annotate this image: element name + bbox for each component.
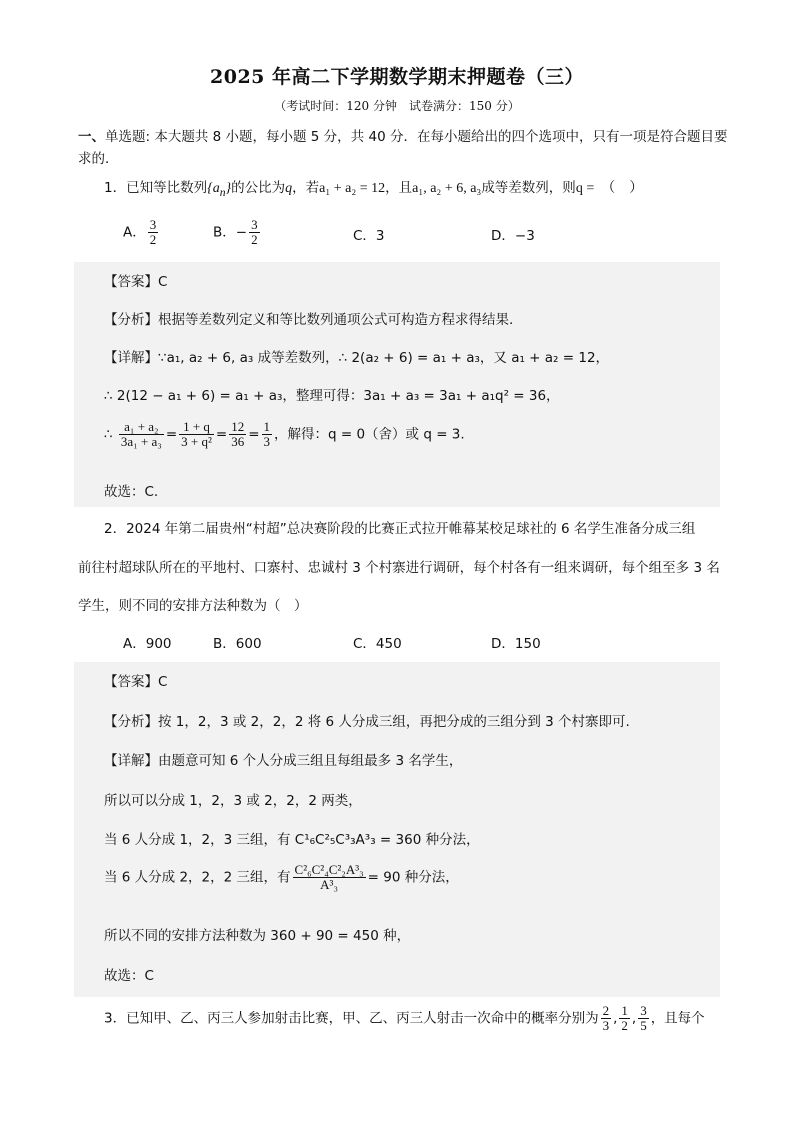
section-text: 单选题: 本大题共 8 小题，每小题 5 分，共 40 分．在每小题给出的四个选项中，只有一项是符合题目要求的． — [78, 129, 728, 167]
denominator: A³₃ — [320, 877, 338, 892]
fraction — [638, 1004, 649, 1033]
denominator: 2 — [621, 1018, 628, 1033]
q1-stem-part: ，若 — [292, 180, 320, 196]
q2-solution-box — [74, 662, 720, 997]
q1-stem-part: ，且 — [385, 180, 413, 196]
q2-option-c[interactable]: C．450 — [353, 636, 402, 652]
q3-text: 3．已知甲、乙、丙三人参加射击比赛，甲、乙、丙三人射击一次命中的概率分别为 — [104, 1010, 599, 1027]
numerator: C²₆C²₄C²₂A³₃ — [294, 862, 364, 877]
numerator: 2 — [602, 1003, 610, 1018]
therefore-symbol: ∴ — [104, 426, 113, 443]
option-label: A． — [123, 224, 146, 241]
q1-ask: q = （ ） — [575, 181, 644, 196]
q2-option-a[interactable]: A．900 — [123, 636, 172, 652]
q2-detail-1: 【详解】由题意可知 6 个人分成三组且每组最多 3 名学生， — [104, 753, 463, 769]
numerator: 1 + q — [179, 420, 214, 435]
q1-option-c[interactable]: C．3 — [353, 228, 385, 244]
denominator: 36 — [231, 434, 245, 449]
q3-text-tail: ，且每个 — [650, 1010, 705, 1027]
equals-sign: = — [215, 426, 228, 443]
numerator: 3 — [640, 1003, 647, 1018]
q1-option-a-fraction — [148, 218, 159, 247]
fraction — [262, 420, 273, 449]
question-1-stem — [104, 176, 643, 199]
q2-option-b[interactable]: B．600 — [213, 636, 262, 652]
q2-detail-5: 所以不同的安排方法种数为 360 + 90 = 450 种， — [104, 928, 411, 944]
denominator: 2 — [251, 232, 258, 247]
q2-analysis: 【分析】按 1，2，3 或 2，2，2 将 6 人分成三组，再把分成的三组分到 3 个村寨即可. — [104, 714, 630, 730]
question-3-stem — [104, 1004, 705, 1033]
q1-stem-part: 成等差数列，则 — [481, 180, 576, 196]
denominator: 2 — [149, 232, 157, 247]
denominator: 3a₁ + a₃ — [120, 434, 162, 449]
numerator: 1 — [621, 1003, 628, 1018]
q1-seq-close: } — [225, 181, 232, 196]
denominator: 3 + q² — [181, 434, 212, 449]
q1-answer: 【答案】C — [104, 274, 168, 290]
q2-detail-4-result: = 90 种分法， — [367, 869, 459, 886]
q1-stem-part: 的公比为 — [231, 180, 286, 196]
q1-seq-subscript: n — [219, 185, 226, 199]
denominator: 5 — [640, 1018, 647, 1033]
fraction — [619, 1004, 630, 1033]
fraction — [179, 420, 214, 449]
q1-analysis: 【分析】根据等差数列定义和等比数列通项公式可构造方程求得结果. — [104, 312, 514, 328]
q1-detail-1: 【详解】∵a₁, a₂ + 6, a₃ 成等差数列，∴ 2(a₂ + 6) = a₁ + a₃，又 a₁ + a₂ = 12， — [104, 350, 610, 366]
exam-info: （考试时间：120 分钟 试卷满分：150 分） — [274, 99, 520, 113]
question-2-line-1: 2．2024 年第二届贵州“村超”总决赛阶段的比赛正式拉开帷幕某校足球社的 6 名学生准备分成三组 — [104, 521, 696, 537]
section-number: 一、 — [78, 129, 105, 145]
option-label: B．− — [213, 224, 248, 241]
numerator: 12 — [231, 419, 245, 434]
q1-option-d[interactable]: D．−3 — [491, 228, 535, 244]
q2-detail-4 — [104, 863, 459, 892]
question-2-line-3: 学生，则不同的安排方法种数为（ ） — [78, 598, 308, 614]
numerator: 3 — [251, 217, 258, 232]
separator: , — [613, 1010, 618, 1027]
q2-conclusion: 故选：C — [104, 968, 154, 984]
q1-seq-symbol: {a — [207, 181, 220, 196]
fraction — [119, 420, 164, 449]
q1-option-a[interactable] — [123, 218, 160, 247]
q1-ratio-symbol: q — [285, 181, 293, 196]
q2-detail-2: 所以可以分成 1，2，3 或 2，2，2 两类， — [104, 793, 362, 809]
separator: , — [631, 1010, 637, 1027]
q1-stem-part: 1．已知等比数列 — [104, 180, 208, 196]
equals-sign: = — [248, 426, 260, 443]
fraction — [601, 1004, 612, 1033]
q2-answer: 【答案】C — [104, 674, 168, 690]
q1-condition-1: a₁ + a₂ = 12 — [319, 181, 386, 196]
page-title: 2025 年高二下学期数学期末押题卷（三） — [210, 66, 584, 88]
fraction — [293, 863, 366, 892]
q2-detail-4-text: 当 6 人分成 2，2，2 三组，有 — [104, 869, 291, 886]
question-2-line-2: 前往村超球队所在的平地村、口寨村、忠诚村 3 个村寨进行调研，每个村各有一组来调研，每个组至多 3 名 — [78, 560, 720, 576]
q1-solution-box — [74, 262, 720, 507]
q2-detail-3: 当 6 人分成 1，2，3 三组，有 C¹₆C²₅C³₃A³₃ = 360 种分法， — [104, 832, 480, 848]
equals-sign: = — [165, 426, 178, 443]
q1-option-b[interactable] — [213, 218, 262, 247]
denominator: 3 — [602, 1018, 610, 1033]
q1-option-b-fraction — [249, 218, 260, 247]
section-instructions — [78, 126, 728, 170]
q1-conclusion: 故选：C. — [104, 484, 159, 500]
denominator: 3 — [263, 434, 270, 449]
q1-detail-3 — [104, 420, 465, 449]
q2-option-d[interactable]: D．150 — [491, 636, 541, 652]
q1-sequence — [207, 181, 232, 199]
q1-condition-2: a₁, a₂ + 6, a₃ — [412, 181, 482, 196]
numerator: 3 — [149, 217, 157, 232]
q1-solution-result: ，解得：q = 0（舍）或 q = 3. — [274, 426, 465, 443]
numerator: a₁ + a₂ — [119, 420, 164, 435]
q1-detail-2: ∴ 2(12 − a₁ + 6) = a₁ + a₃，整理可得：3a₁ + a₃ = 3a₁ + a₁q² = 36， — [104, 388, 560, 404]
numerator: 1 — [263, 419, 270, 434]
fraction — [229, 420, 246, 449]
